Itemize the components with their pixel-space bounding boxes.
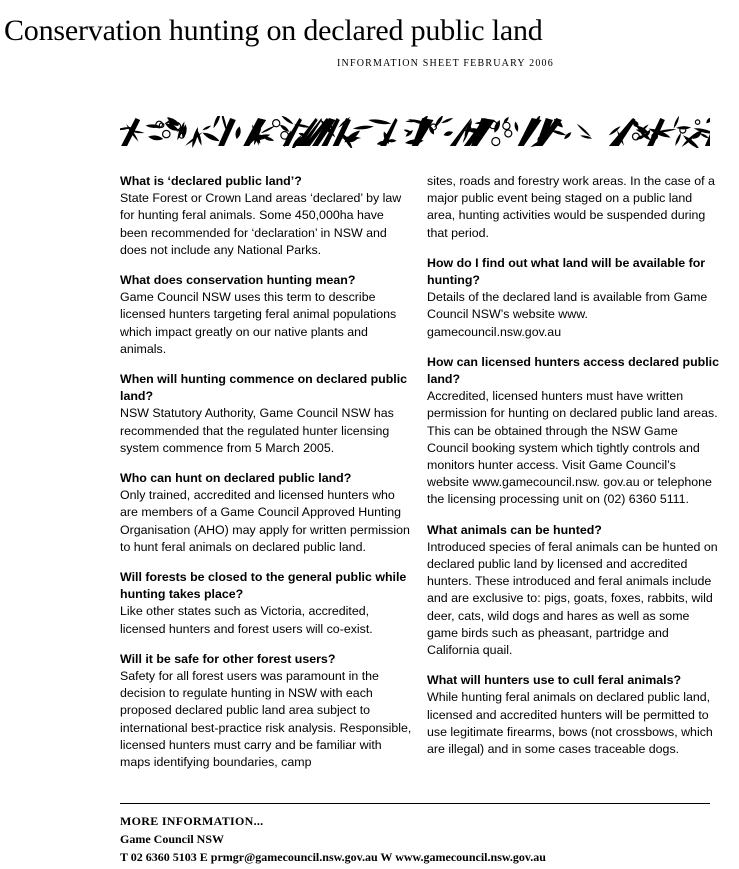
faq-section <box>120 173 412 259</box>
leaf-pattern-banner <box>120 116 710 148</box>
faq-answer: While hunting feral animals on declared public land, licensed and accredited hunters will be permitted to use legitimate firearms, bows (not crossbows, which are illegal) and in some cases traceable dogs. <box>427 690 713 757</box>
faq-question: How do I find out what land will be available for hunting? <box>427 255 706 288</box>
faq-answer: Only trained, accredited and licensed hunters who are members of a Game Council Approved Hunting Organisation (AHO) may apply for written permission to hunt feral animals on declared public land. <box>120 488 410 554</box>
faq-answer: Details of the declared land is available from Game Council NSW’s website www. gamecouncil.nsw.gov.au <box>427 290 708 339</box>
right-column <box>427 173 719 771</box>
faq-question: When will hunting commence on declared public land? <box>120 372 408 404</box>
contact-details: T 02 6360 5103 E prmgr@gamecouncil.nsw.gov.au W www.gamecouncil.nsw.gov.au <box>120 850 546 864</box>
faq-question: What does conservation hunting mean? <box>120 273 356 288</box>
faq-section <box>120 272 412 358</box>
more-info-heading: MORE INFORMATION... <box>120 814 264 828</box>
faq-answer-continued: sites, roads and forestry work areas. In the case of a major public event being staged on a public land area, hunting activities would be suspended during that period. <box>427 174 715 240</box>
faq-question: What animals can be hunted? <box>427 522 602 537</box>
faq-section <box>427 522 719 660</box>
faq-answer: State Forest or Crown Land areas ‘declared’ by law for hunting feral animals. Some 450,000ha have been recommended for ‘declaration’ in NSW and does not include any National Parks. <box>120 191 402 257</box>
faq-answer: Safety for all forest users was paramount in the decision to regulate hunting in NSW with each proposed declared public land area subject to international best-practice risk analysis. Responsible, licensed hunters must carry and be familiar with maps identifying boundaries, camp <box>120 669 412 770</box>
faq-question: What will hunters use to cull feral animals? <box>427 673 682 688</box>
faq-section <box>427 354 719 509</box>
faq-section <box>120 470 412 556</box>
page-title: Conservation hunting on declared public land <box>4 14 543 47</box>
faq-section <box>120 651 412 771</box>
faq-answer: NSW Statutory Authority, Game Council NSW has recommended that the regulated hunter licensing system commence from 5 March 2005. <box>120 406 394 455</box>
faq-section <box>427 173 719 242</box>
left-column <box>120 173 412 784</box>
faq-question: Will it be safe for other forest users? <box>120 651 336 666</box>
faq-answer: Introduced species of feral animals can be hunted on declared public land by licensed and accredited hunters. These introduced and feral animals include and are exclusive to: pigs, goats, foxes, rabbits, wild deer, cats, wild dogs and hares as well as some game birds such as pheasant, partridge and California quail. <box>427 539 718 658</box>
faq-section <box>427 255 719 341</box>
faq-question: What is ‘declared public land’? <box>120 174 302 188</box>
faq-section <box>120 371 412 457</box>
faq-section <box>120 569 412 638</box>
organisation-name: Game Council NSW <box>120 832 225 846</box>
faq-question: How can licensed hunters access declared public land? <box>427 354 719 387</box>
page-subtitle: INFORMATION SHEET FEBRUARY 2006 <box>337 58 554 69</box>
faq-question: Will forests be closed to the general public while hunting takes place? <box>120 570 407 602</box>
faq-section <box>427 672 719 758</box>
more-information <box>120 812 546 866</box>
faq-answer: Like other states such as Victoria, accredited, licensed hunters and forest users will co-exist. <box>120 604 373 636</box>
footer-divider <box>120 803 710 804</box>
faq-answer: Accredited, licensed hunters must have written permission for hunting on declared public land areas. This can be obtained through the NSW Game Council booking system which tightly controls and monitors hunter access. Visit Game Council’s website www.gamecouncil.nsw. gov.au or telephone the licensing processing unit on (02) 6360 5111. <box>427 389 718 507</box>
faq-question: Who can hunt on declared public land? <box>120 471 352 486</box>
faq-answer: Game Council NSW uses this term to describe licensed hunters targeting feral animal populations which impact greatly on our native plants and animals. <box>120 290 397 356</box>
